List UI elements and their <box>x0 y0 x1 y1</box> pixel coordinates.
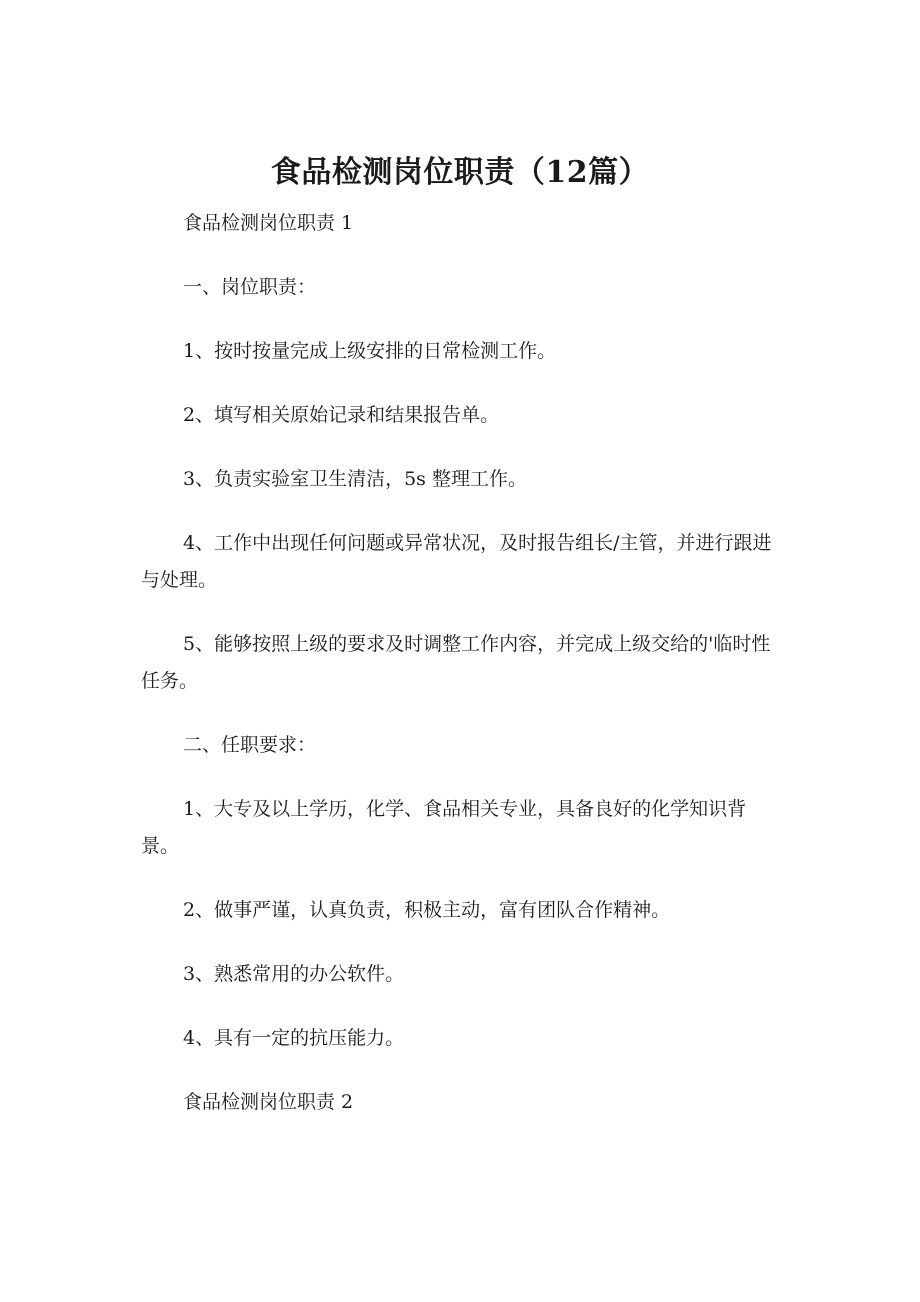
document-title: 食品检测岗位职责（12篇） <box>270 155 650 190</box>
requirement-item: 1、大专及以上学历，化学、食品相关专业，具备良好的化学知识背景。 <box>141 798 747 857</box>
duty-item: 3、负责实验室卫生清洁，5s 整理工作。 <box>183 468 527 490</box>
duty-item: 4、工作中出现任何问题或异常状况，及时报告组长/主管，并进行跟进与处理。 <box>141 532 772 591</box>
subsection-heading: 一、岗位职责： <box>183 276 317 298</box>
subsection-heading: 二、任职要求： <box>183 734 317 756</box>
requirement-item: 3、熟悉常用的办公软件。 <box>183 963 405 985</box>
duty-item: 1、按时按量完成上级安排的日常检测工作。 <box>183 340 557 362</box>
requirement-item: 2、做事严谨，认真负责，积极主动，富有团队合作精神。 <box>183 899 671 921</box>
duty-item: 2、填写相关原始记录和结果报告单。 <box>183 404 500 426</box>
requirement-item: 4、具有一定的抗压能力。 <box>183 1027 405 1049</box>
document-body <box>141 205 781 1121</box>
section-heading: 食品检测岗位职责 1 <box>183 212 354 234</box>
duty-item: 5、能够按照上级的要求及时调整工作内容，并完成上级交给的'临时性任务。 <box>141 633 771 692</box>
section-heading: 食品检测岗位职责 2 <box>183 1091 354 1113</box>
